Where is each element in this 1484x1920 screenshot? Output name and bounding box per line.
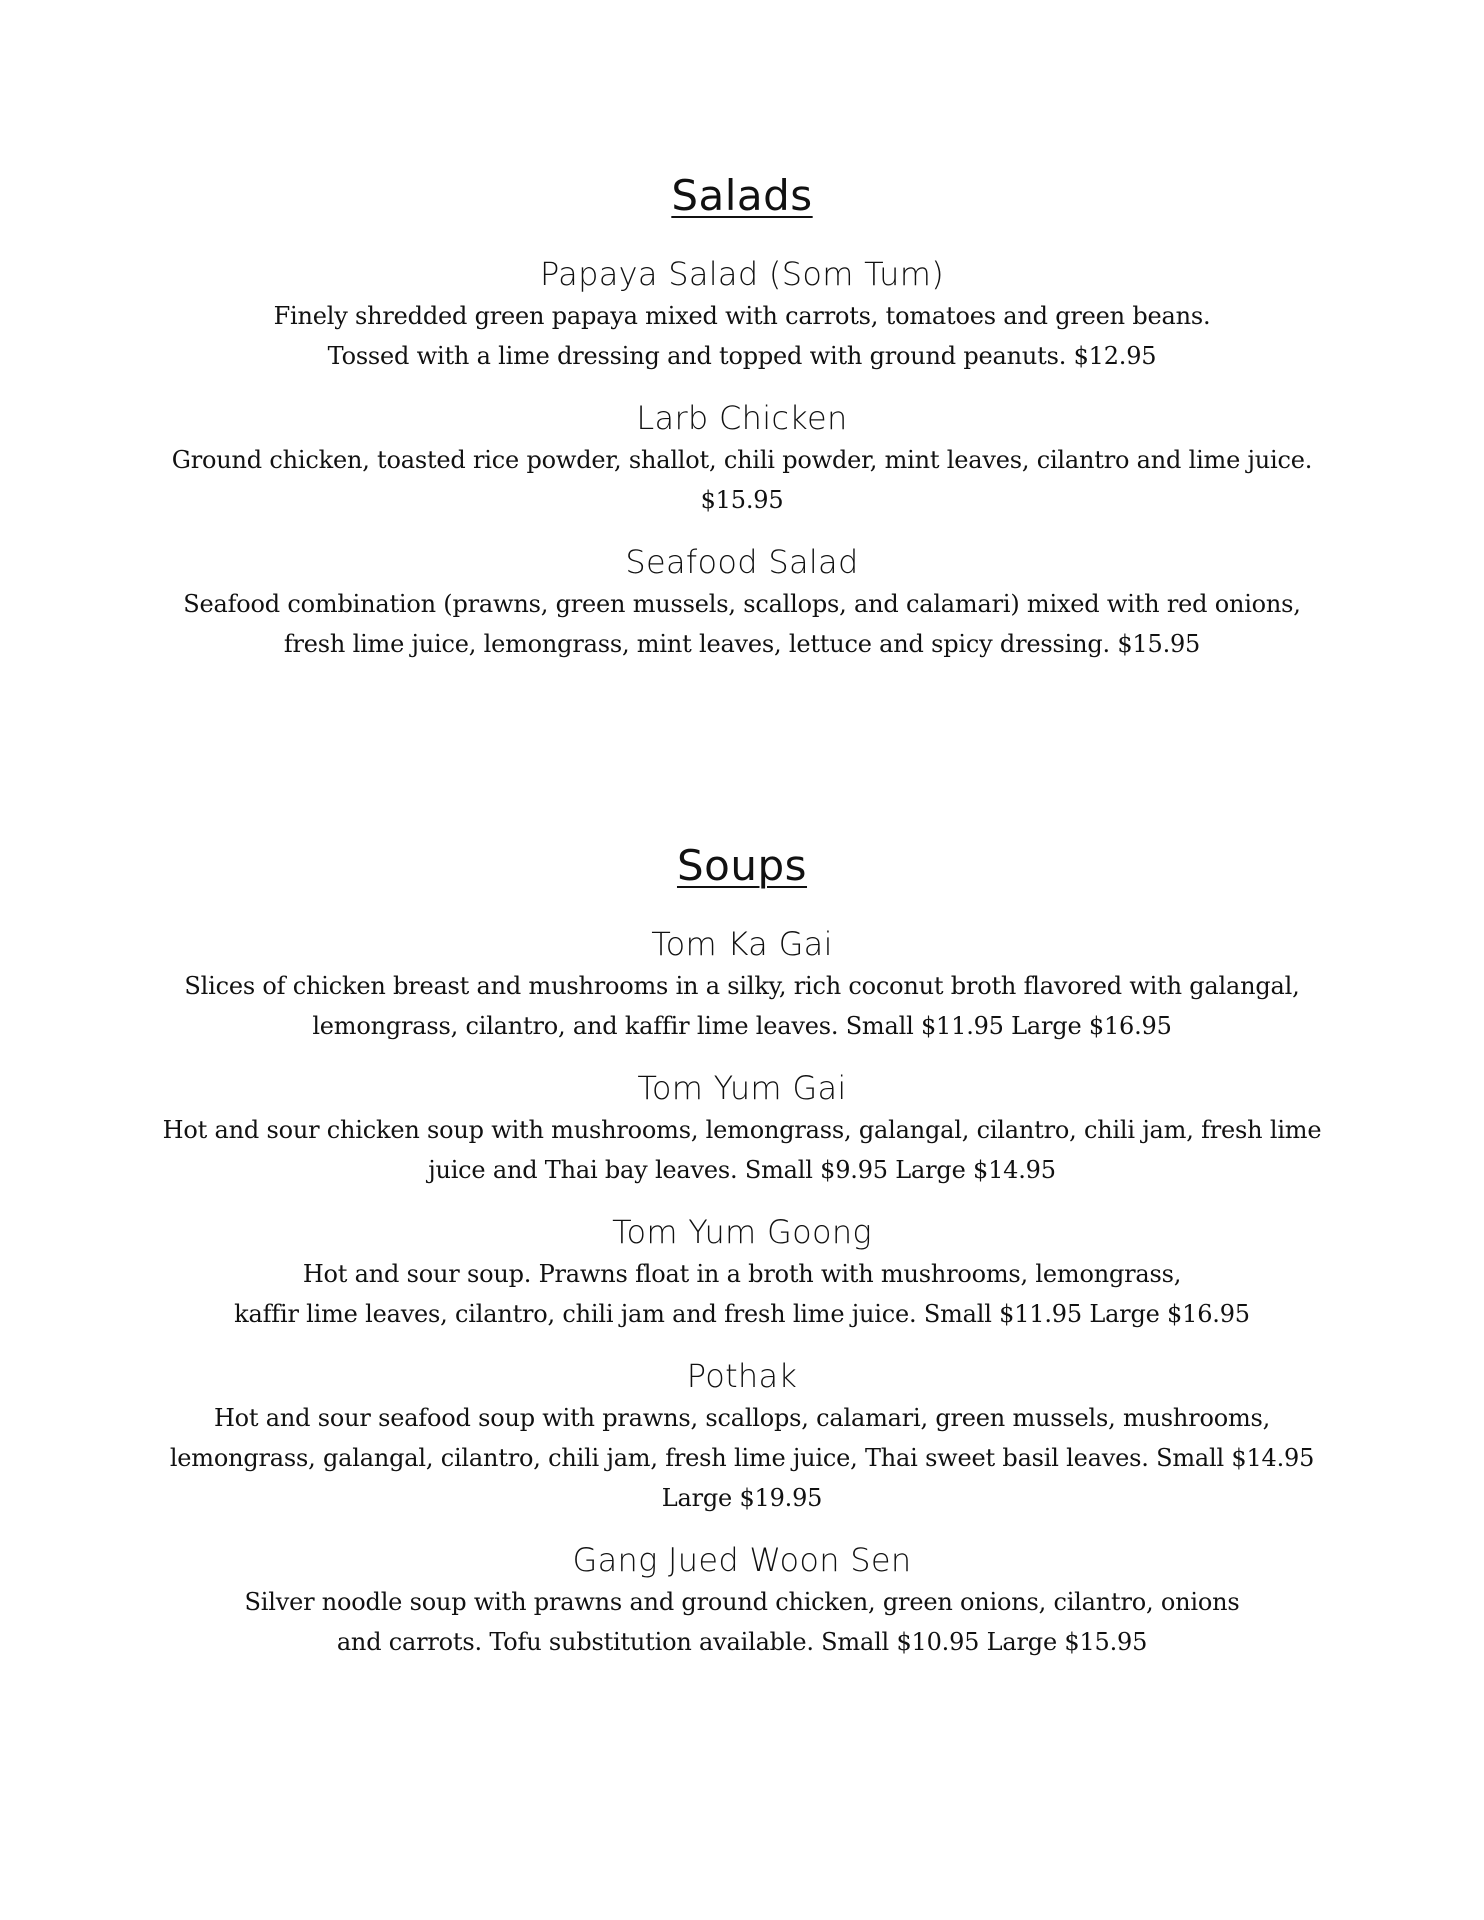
item-name: Pothak xyxy=(686,1357,798,1395)
item-description-line: lemongrass, galangal, cilantro, chili jam, fresh lime juice, Thai sweet basil leaves. Small $14.95 xyxy=(169,1444,1315,1472)
item-name: Seafood Salad xyxy=(625,543,859,581)
menu-item-papaya-salad xyxy=(0,254,1484,376)
item-name: Papaya Salad (Som Tum) xyxy=(540,255,944,293)
item-description-line: lemongrass, cilantro, and kaffir lime leaves. Small $11.95 Large $16.95 xyxy=(312,1012,1172,1040)
item-description xyxy=(0,1110,1484,1190)
item-description xyxy=(0,584,1484,664)
soups-heading: Soups xyxy=(676,841,808,890)
item-description-line: Silver noodle soup with prawns and ground chicken, green onions, cilantro, onions xyxy=(244,1588,1240,1616)
menu-item-tom-ka-gai xyxy=(0,924,1484,1046)
menu-item-pothak xyxy=(0,1356,1484,1518)
item-description-line: Seafood combination (prawns, green mussels, scallops, and calamari) mixed with red onions, xyxy=(183,590,1301,618)
item-description-line: Ground chicken, toasted rice powder, shallot, chili powder, mint leaves, cilantro and lime juice. xyxy=(171,446,1313,474)
item-description xyxy=(0,1254,1484,1334)
item-description-line: Tossed with a lime dressing and topped with ground peanuts. $12.95 xyxy=(327,342,1157,370)
item-name: Gang Jued Woon Sen xyxy=(572,1541,912,1579)
menu-item-tom-yum-gai xyxy=(0,1068,1484,1190)
salads-section xyxy=(0,168,1484,686)
item-description-line: Large $19.95 xyxy=(661,1484,823,1512)
item-name: Tom Ka Gai xyxy=(651,925,833,963)
item-description-line: Hot and sour chicken soup with mushrooms, lemongrass, galangal, cilantro, chili jam, fresh lime xyxy=(162,1116,1322,1144)
item-description-line: $15.95 xyxy=(700,486,784,514)
item-description-line: and carrots. Tofu substitution available. Small $10.95 Large $15.95 xyxy=(336,1628,1148,1656)
item-name: Tom Yum Gai xyxy=(637,1069,847,1107)
item-name: Tom Yum Goong xyxy=(612,1213,872,1251)
menu-item-larb-chicken xyxy=(0,398,1484,520)
menu-item-gang-jued-woon-sen xyxy=(0,1540,1484,1662)
item-description-line: juice and Thai bay leaves. Small $9.95 Large $14.95 xyxy=(428,1156,1056,1184)
item-description-line: kaffir lime leaves, cilantro, chili jam and fresh lime juice. Small $11.95 Large $16.95 xyxy=(234,1300,1250,1328)
item-description-line: Finely shredded green papaya mixed with carrots, tomatoes and green beans. xyxy=(273,302,1211,330)
menu-item-tom-yum-goong xyxy=(0,1212,1484,1334)
item-description xyxy=(0,1582,1484,1662)
item-description xyxy=(0,296,1484,376)
item-description-line: Hot and sour soup. Prawns float in a broth with mushrooms, lemongrass, xyxy=(302,1260,1182,1288)
menu-item-seafood-salad xyxy=(0,542,1484,664)
salads-heading: Salads xyxy=(671,171,813,220)
soups-section xyxy=(0,838,1484,1684)
item-description xyxy=(0,440,1484,520)
item-name: Larb Chicken xyxy=(636,399,848,437)
item-description xyxy=(0,966,1484,1046)
item-description-line: Slices of chicken breast and mushrooms in a silky, rich coconut broth flavored with galangal, xyxy=(184,972,1300,1000)
item-description-line: Hot and sour seafood soup with prawns, scallops, calamari, green mussels, mushrooms, xyxy=(213,1404,1271,1432)
item-description-line: fresh lime juice, lemongrass, mint leaves, lettuce and spicy dressing. $15.95 xyxy=(283,630,1201,658)
item-description xyxy=(0,1398,1484,1518)
